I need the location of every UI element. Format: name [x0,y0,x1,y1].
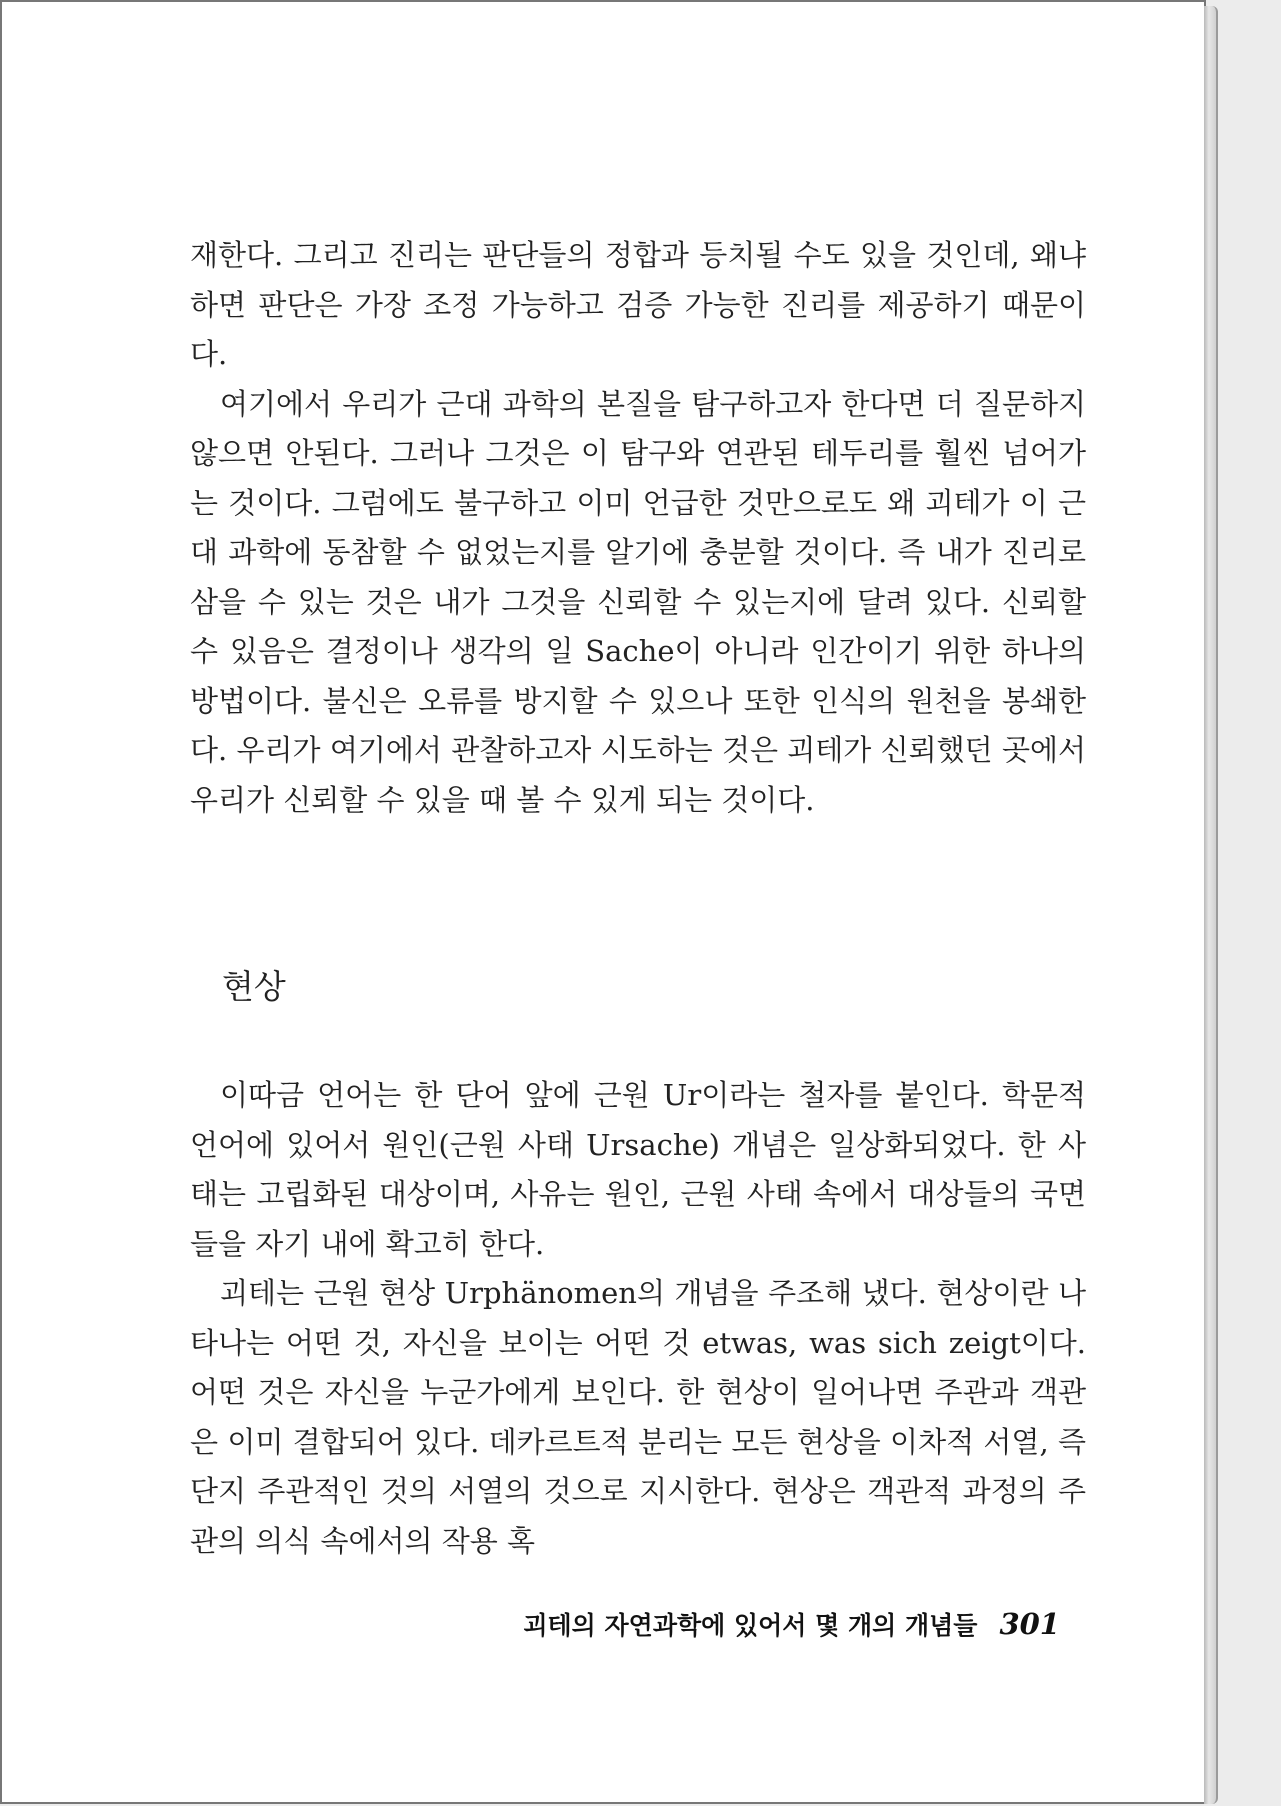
page-number: 301 [999,1607,1060,1641]
body-text-top [190,231,1086,825]
paragraph: 여기에서 우리가 근대 과학의 본질을 탐구하고자 한다면 더 질문하지 않으면 안된다. 그러나 그것은 이 탐구와 연관된 테두리를 훨씬 넘어가는 것이다. 그럼에도 불구하고 이미 언급한 것만으로도 왜 괴테가 이 근대 과학에 동참할 수 없었는지를 알기에 충분할 것이다. 즉 내가 진리로 삼을 수 있는 것은 내가 그것을 신뢰할 수 있는지에 달려 있다. 신뢰할 수 있음은 결정이나 생각의 일 Sache이 아니라 인간이기 위한 하나의 방법이다. 불신은 오류를 방지할 수 있으나 또한 인식의 원천을 봉쇄한다. 우리가 여기에서 관찰하고자 시도하는 것은 괴테가 신뢰했던 곳에서 우리가 신뢰할 수 있을 때 볼 수 있게 되는 것이다. [190,386,1086,817]
page-footer [523,1606,1060,1642]
paragraph: 이따금 언어는 한 단어 앞에 근원 Ur이라는 철자를 붙인다. 학문적 언어에 있어서 원인(근원 사태 Ursache) 개념은 일상화되었다. 한 사태는 고립화된 대상이며, 사유는 원인, 근원 사태 속에서 대상들의 국면들을 자기 내에 확고히 한다. [190,1078,1086,1261]
paragraph-continuation: 재한다. 그리고 진리는 판단들의 정합과 등치될 수도 있을 것인데, 왜냐하면 판단은 가장 조정 가능하고 검증 가능한 진리를 제공하기 때문이다. [190,238,1086,371]
running-title: 괴테의 자연과학에 있어서 몇 개의 개념들 [523,1611,978,1640]
body-text-bottom [190,1071,1086,1566]
page-stack-edge [1204,6,1218,1804]
section-heading: 현상 [222,967,286,1006]
paragraph: 괴테는 근원 현상 Urphänomen의 개념을 주조해 냈다. 현상이란 나타나는 어떤 것, 자신을 보이는 어떤 것 etwas, was sich zeigt이다. 어떤 것은 자신을 누군가에게 보인다. 한 현상이 일어나면 주관과 객관은 이미 결합되어 있다. 데카르트적 분리는 모든 현상을 이차적 서열, 즉 단지 주관적인 것의 서열의 것으로 지시한다. 현상은 객관적 과정의 주관의 의식 속에서의 작용 혹 [190,1276,1086,1558]
